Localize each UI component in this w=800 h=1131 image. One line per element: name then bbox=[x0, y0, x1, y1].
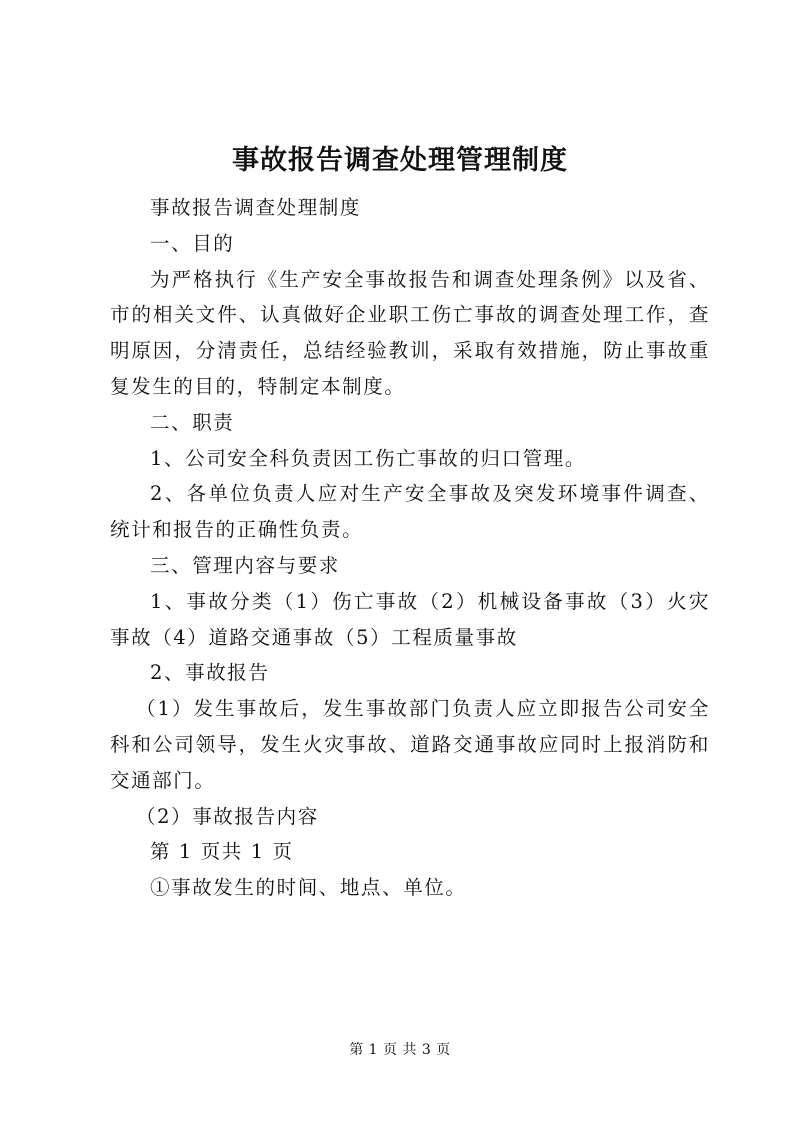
section-heading-duties: 二、职责 bbox=[150, 410, 235, 434]
paragraph-subtitle: 事故报告调查处理制度 bbox=[150, 196, 362, 219]
paragraph-report-procedure: （1）发生事故后，发生事故部门负责人应立即报告公司安全科和公司领导，发生火灾事故、道路交通事故应同时上报消防和交通部门。 bbox=[110, 697, 710, 792]
section-heading-management: 三、管理内容与要求 bbox=[150, 553, 340, 577]
paragraph-accident-classification: 1、事故分类（1）伤亡事故（2）机械设备事故（3）火灾事故（4）道路交通事故（5）工程质量事故 bbox=[110, 589, 710, 649]
paragraph-duty-1: 1、公司安全科负责因工伤亡事故的归口管理。 bbox=[150, 446, 587, 470]
paragraph-inline-page-marker: 第 1 页共 1 页 bbox=[150, 840, 294, 864]
document-title: 事故报告调查处理管理制度 bbox=[232, 145, 568, 176]
paragraph-purpose: 为严格执行《生产安全事故报告和调查处理条例》以及省、市的相关文件、认真做好企业职工伤亡事故的调查处理工作，查明原因，分清责任，总结经验教训，采取有效措施，防止事故重复发生的目的，特制定本制度。 bbox=[110, 267, 710, 398]
document-body bbox=[110, 190, 710, 906]
paragraph-report-item-1: ①事故发生的时间、地点、单位。 bbox=[150, 876, 467, 900]
paragraph-duty-2: 2、各单位负责人应对生产安全事故及突发环境事件调查、统计和报告的正确性负责。 bbox=[110, 482, 710, 542]
paragraph-report-content-heading: （2）事故报告内容 bbox=[136, 804, 319, 828]
page-footer: 第 1 页 共 3 页 bbox=[349, 1042, 451, 1058]
section-heading-purpose: 一、目的 bbox=[150, 231, 235, 255]
paragraph-accident-report-heading: 2、事故报告 bbox=[150, 661, 270, 685]
